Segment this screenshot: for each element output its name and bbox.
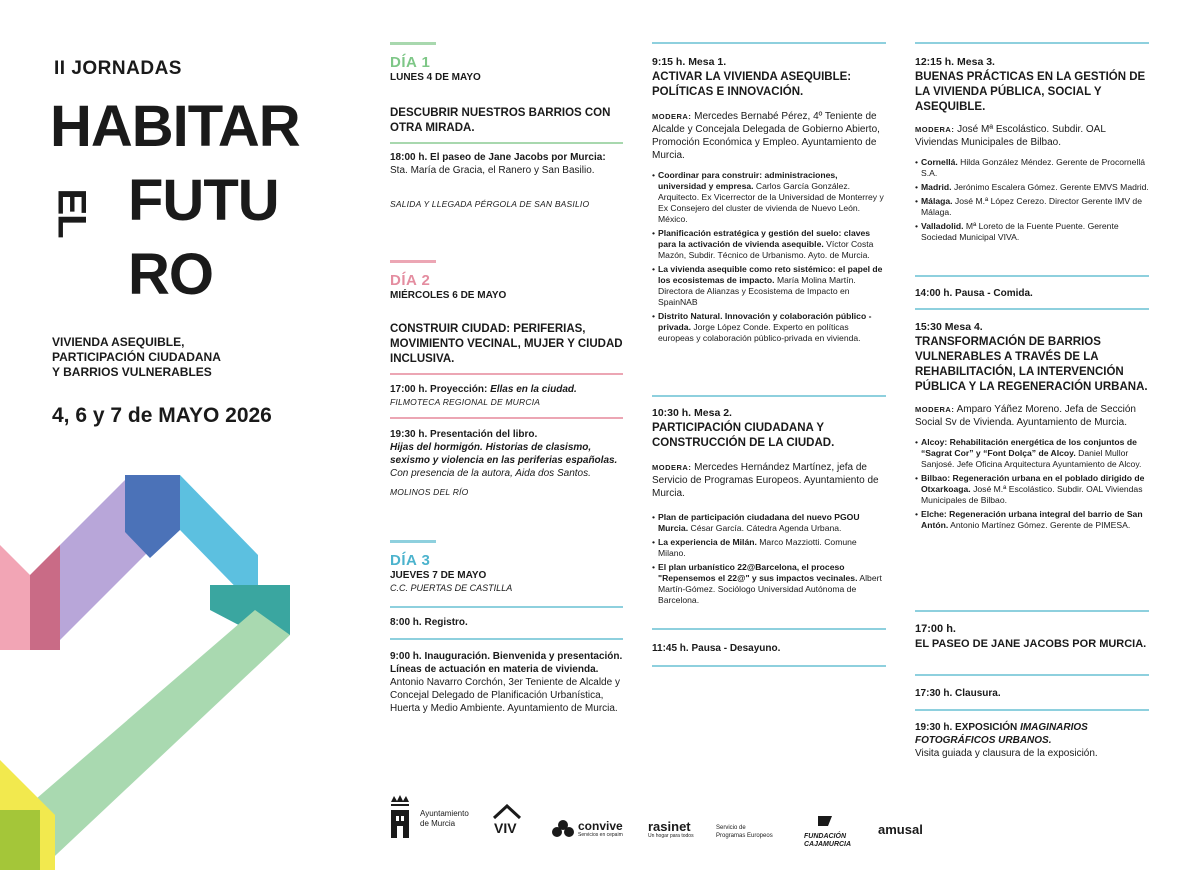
divider bbox=[915, 709, 1149, 711]
day2-event2: 19:30 h. Presentación del libro. Hijas del hormigón. Historias de clasismo, sexismo y violencia en las periferias españolas. Con presencia de la autora, Aida dos Santos. MOLINOS DEL RÍO bbox=[390, 429, 618, 497]
paseo-block: 17:00 h. EL PASEO DE JANE JACOBS POR MURCIA. bbox=[915, 623, 1147, 650]
divider bbox=[915, 42, 1149, 44]
subtitle: VIVIENDA ASEQUIBLE, PARTICIPACIÓN CIUDADANA Y BARRIOS VULNERABLES bbox=[52, 335, 221, 379]
day2-rule bbox=[390, 260, 436, 263]
mesa2-list bbox=[652, 512, 886, 606]
day1-event: 18:00 h. El paseo de Jane Jacobs por Murcia: Sta. María de Gracia, el Ranero y San Basilio. bbox=[390, 152, 606, 176]
mesa1-moderator: MODERA: Mercedes Bernabé Pérez, 4º Teniente de Alcalde y Concejala Delegada de Gobierno Abierto, Promoción Económica y Empleo. Ayuntamiento de Murcia. bbox=[652, 111, 880, 161]
day3-place: C.C. PUERTAS DE CASTILLA bbox=[390, 583, 513, 593]
logo-servicio-programas-europeos: Servicio de Programas Europeos bbox=[716, 825, 773, 839]
day3-block bbox=[390, 554, 623, 595]
clausura-block: 17:30 h. Clausura. bbox=[915, 688, 1001, 699]
divider bbox=[390, 638, 623, 640]
mesa1-title: ACTIVAR LA VIVIENDA ASEQUIBLE: POLÍTICAS E INNOVACIÓN. bbox=[652, 71, 852, 98]
divider bbox=[390, 417, 623, 419]
mesa2-title: PARTICIPACIÓN CIUDADANA Y CONSTRUCCIÓN DE LA CIUDAD. bbox=[652, 422, 835, 449]
day1-heading: DESCUBRIR NUESTROS BARRIOS CON OTRA MIRADA. bbox=[390, 107, 611, 134]
mesa4-title: TRANSFORMACIÓN DE BARRIOS VULNERABLES A TRAVÉS DE LA REHABILITACIÓN, LA INTERVENCIÓN PÚBLICA Y LA REGENERACIÓN URBANA. bbox=[915, 336, 1148, 393]
day1-block bbox=[390, 56, 623, 84]
divider bbox=[915, 308, 1149, 310]
divider bbox=[390, 142, 623, 144]
logo-convive: convive Servicios en cepaim bbox=[552, 820, 623, 838]
list-item: • Distrito Natural. Innovación y colaboración público - privada. Jorge López Conde. Experto en políticas europeas y colaboración público-privada en vivienda. bbox=[652, 311, 886, 344]
logo-ayuntamiento: Ayuntamiento de Murcia bbox=[388, 794, 469, 844]
divider bbox=[915, 610, 1149, 612]
cajamurcia-mark-icon bbox=[816, 814, 834, 828]
day3-registro: 8:00 h. Registro. bbox=[390, 617, 468, 628]
divider bbox=[652, 628, 886, 630]
event-dates: 4, 6 y 7 de MAYO 2026 bbox=[52, 404, 272, 427]
list-item: • Valladolid. Mª Loreto de la Fuente Puente. Gerente Sociedad Municipal VIVA. bbox=[915, 221, 1149, 243]
divider bbox=[652, 42, 886, 44]
title-el-rotated: EL bbox=[49, 188, 94, 238]
people-icon bbox=[552, 820, 574, 838]
column-mesas-1-2 bbox=[652, 0, 886, 780]
divider bbox=[390, 373, 623, 375]
pausa-comida: 14:00 h. Pausa - Comida. bbox=[915, 288, 1033, 299]
day2-event1: 17:00 h. Proyección: Ellas en la ciudad. FILMOTECA REGIONAL DE MURCIA bbox=[390, 384, 577, 407]
mesa1-block: 9:15 h. Mesa 1. ACTIVAR LA VIVIENDA ASEQUIBLE: POLÍTICAS E INNOVACIÓN. MODERA: Mercedes Bernabé Pérez, 4º Teniente de Alcalde y Concejala Delegada de Gobierno Abierto, Promoción Económica y Empleo. Ayuntamiento de Murcia. • Coordinar para construir: administraciones, universidad y empresa. Carlos García González. Arquitecto. Ex Vicerrector de la Universidad de Monterrey y Ex Consejero del cluster de vivienda de Nuevo León. México. • Planificación estratégica y gestión del suelo: claves para la activación de vivienda asequible. Víctor Costa Mazón, Subdir. Técnico de Urbanismo. Ayto. de Murcia. • La vivienda asequible como reto sistémico: el papel de los ecosistemas de impacto. María Molina Martín. Directora de Alianzas y Ecosistema de Impacto en SpainNAB • Distrito Natural. Innovación y colaboración público - privada. Jorge López Conde. Experto en políticas europeas y colaboración público-privada en vivienda. bbox=[652, 55, 886, 347]
divider bbox=[652, 665, 886, 667]
list-item: • Plan de participación ciudadana del nuevo PGOU Murcia. César García. Cátedra Agenda Urbana. bbox=[652, 512, 886, 534]
day3-inauguracion: 9:00 h. Inauguración. Bienvenida y presentación. Líneas de actuación en materia de vivienda. Antonio Navarro Corchón, 3er Teniente de Alcalde y Concejal Delegado de Planificación Urbanística, Huerta y Medio Ambiente. Ayuntamiento de Murcia. bbox=[390, 651, 623, 714]
divider bbox=[390, 606, 623, 608]
column-mesas-3-4 bbox=[915, 0, 1149, 780]
divider bbox=[915, 674, 1149, 676]
logo-viv: VIV bbox=[492, 804, 522, 838]
list-item: • Madrid. Jerónimo Escalera Gómez. Gerente EMVS Madrid. bbox=[915, 182, 1149, 193]
title-ro: RO bbox=[128, 242, 213, 307]
list-item: • Málaga. José M.ª López Cerezo. Director Gerente IMV de Málaga. bbox=[915, 196, 1149, 218]
list-item: • El plan urbanístico 22@Barcelona, el proceso "Repensemos el 22@" y sus impactos vecinales. Albert Martín-Gómez. Sociólogo Universidad Autónoma de Barcelona. bbox=[652, 562, 886, 606]
mesa4-block: 15:30 Mesa 4. TRANSFORMACIÓN DE BARRIOS VULNERABLES A TRAVÉS DE LA REHABILITACIÓN, LA INTERVENCIÓN PÚBLICA Y LA REGENERACIÓN URBANA. MODERA: Amparo Yáñez Moreno. Jefa de Sección Social Sv de Vivienda. Ayuntamiento de Murcia. • Alcoy: Rehabilitación energética de los conjuntos de “Sagrat Cor” y “Font Dolça” de Alcoy. Daniel Mullor Sanjosé. Jefe Oficina Arquitectura Ayuntamiento de Alcoy. • Bilbao: Regeneración urbana en el poblado dirigido de Otxarkoaga. José M.ª Escolástico. Subdir. OAL Viviendas Municipales de Bilbao. • Elche: Regeneración urbana integral del barrio de San Antón. Antonio Martínez Gómez. Gerente de PIMESA. bbox=[915, 320, 1149, 534]
mesa3-moderator: MODERA: José Mª Escolástico. Subdir. OAL Viviendas Municipales de Bilbao. bbox=[915, 124, 1106, 148]
crown-castle-icon bbox=[388, 794, 412, 844]
day2-heading: CONSTRUIR CIUDAD: PERIFERIAS, MOVIMIENTO VECINAL, MUJER Y CIUDAD INCLUSIVA. bbox=[390, 323, 623, 365]
expo-block: 19:30 h. EXPOSICIÓN IMAGINARIOS FOTOGRÁFICOS URBANOS. Visita guiada y clausura de la exposición. bbox=[915, 722, 1098, 759]
title-habitar: HABITAR bbox=[50, 94, 300, 159]
branding-panel bbox=[0, 0, 360, 870]
list-item: • Elche: Regeneración urbana integral del barrio de San Antón. Antonio Martínez Gómez. Gerente de PIMESA. bbox=[915, 509, 1149, 531]
list-item: • Planificación estratégica y gestión del suelo: claves para la activación de vivienda asequible. Víctor Costa Mazón, Subdir. Técnico de Urbanismo. Ayto. de Murcia. bbox=[652, 228, 886, 261]
day3-title: DÍA 3 bbox=[390, 552, 431, 569]
logo-rasinet: rasinet Un hogar para todos bbox=[648, 819, 694, 839]
day1-rule bbox=[390, 42, 436, 45]
list-item: • La experiencia de Milán. Marco Mazziotti. Comune Milano. bbox=[652, 537, 886, 559]
mesa3-title: BUENAS PRÁCTICAS EN LA GESTIÓN DE LA VIVIENDA PÚBLICA, SOCIAL Y ASEQUIBLE. bbox=[915, 71, 1146, 113]
divider bbox=[915, 275, 1149, 277]
mesa2-moderator: MODERA: Mercedes Hernández Martínez, jefa de Servicio de Programas Europeos. Ayuntamiento de Murcia. bbox=[652, 462, 879, 499]
list-item: • Cornellá. Hilda González Méndez. Gerente de Procornellá S.A. bbox=[915, 157, 1149, 179]
day1-title: DÍA 1 bbox=[390, 54, 431, 71]
day2-block bbox=[390, 274, 623, 302]
list-item: • La vivienda asequible como reto sistémico: el papel de los ecosistemas de impacto. María Molina Martín. Directora de Alianzas y Ecosistema de Impacto en SpainNAB bbox=[652, 264, 886, 308]
day3-rule bbox=[390, 540, 436, 543]
list-item: • Bilbao: Regeneración urbana en el poblado dirigido de Otxarkoaga. José M.ª Escolástico. Subdir. OAL Viviendas Municipales de Bilbao. bbox=[915, 473, 1149, 506]
day3-date: JUEVES 7 DE MAYO bbox=[390, 570, 487, 581]
list-item: • Alcoy: Rehabilitación energética de los conjuntos de “Sagrat Cor” y “Font Dolça” de Alcoy. Daniel Mullor Sanjosé. Jefe Oficina Arquitectura Ayuntamiento de Alcoy. bbox=[915, 437, 1149, 470]
day2-date: MIÉRCOLES 6 DE MAYO bbox=[390, 290, 507, 301]
day1-note: SALIDA Y LLEGADA PÉRGOLA DE SAN BASILIO bbox=[390, 199, 590, 209]
mesa3-list bbox=[915, 157, 1149, 243]
day2-title: DÍA 2 bbox=[390, 272, 431, 289]
mesa3-block: 12:15 h. Mesa 3. BUENAS PRÁCTICAS EN LA GESTIÓN DE LA VIVIENDA PÚBLICA, SOCIAL Y ASEQUIBLE. MODERA: José Mª Escolástico. Subdir. OAL Viviendas Municipales de Bilbao. • Cornellá. Hilda González Méndez. Gerente de Procornellá S.A. • Madrid. Jerónimo Escalera Gómez. Gerente EMVS Madrid. • Málaga. José M.ª López Cerezo. Director Gerente IMV de Málaga. • Valladolid. Mª Loreto de la Fuente Puente. Gerente Sociedad Municipal VIVA. bbox=[915, 55, 1149, 246]
column-day1-3 bbox=[390, 0, 623, 780]
mesa4-list bbox=[915, 437, 1149, 531]
mesa2-block: 10:30 h. Mesa 2. PARTICIPACIÓN CIUDADANA Y CONSTRUCCIÓN DE LA CIUDAD. MODERA: Mercedes Hernández Martínez, jefa de Servicio de Programas Europeos. Ayuntamiento de Murcia. • Plan de participación ciudadana del nuevo PGOU Murcia. César García. Cátedra Agenda Urbana. • La experiencia de Milán. Marco Mazziotti. Comune Milano. • El plan urbanístico 22@Barcelona, el proceso "Repensemos el 22@" y sus impactos vecinales. Albert Martín-Gómez. Sociólogo Universidad Autónoma de Barcelona. bbox=[652, 406, 886, 609]
logo-fundacion-cajamurcia: FUNDACIÓN CAJAMURCIA bbox=[804, 814, 851, 849]
pausa-desayuno: 11:45 h. Pausa - Desayuno. bbox=[652, 643, 781, 654]
list-item: • Coordinar para construir: administraciones, universidad y empresa. Carlos García González. Arquitecto. Ex Vicerrector de la Universidad de Monterrey y Ex Consejero del cluster de vivienda de Nuevo León. México. bbox=[652, 170, 886, 225]
day1-date: LUNES 4 DE MAYO bbox=[390, 72, 481, 83]
sponsor-logos bbox=[388, 790, 1148, 850]
decorative-house-shape bbox=[0, 470, 300, 870]
title-futu: FUTU bbox=[128, 168, 279, 233]
logo-amusal: amusal bbox=[878, 822, 923, 837]
divider bbox=[652, 395, 886, 397]
mesa4-moderator: MODERA: Amparo Yáñez Moreno. Jefa de Sección Social Sv de Vivienda. Ayuntamiento de Murcia. bbox=[915, 404, 1136, 428]
edition-label: II JORNADAS bbox=[54, 58, 182, 79]
mesa1-list bbox=[652, 170, 886, 344]
